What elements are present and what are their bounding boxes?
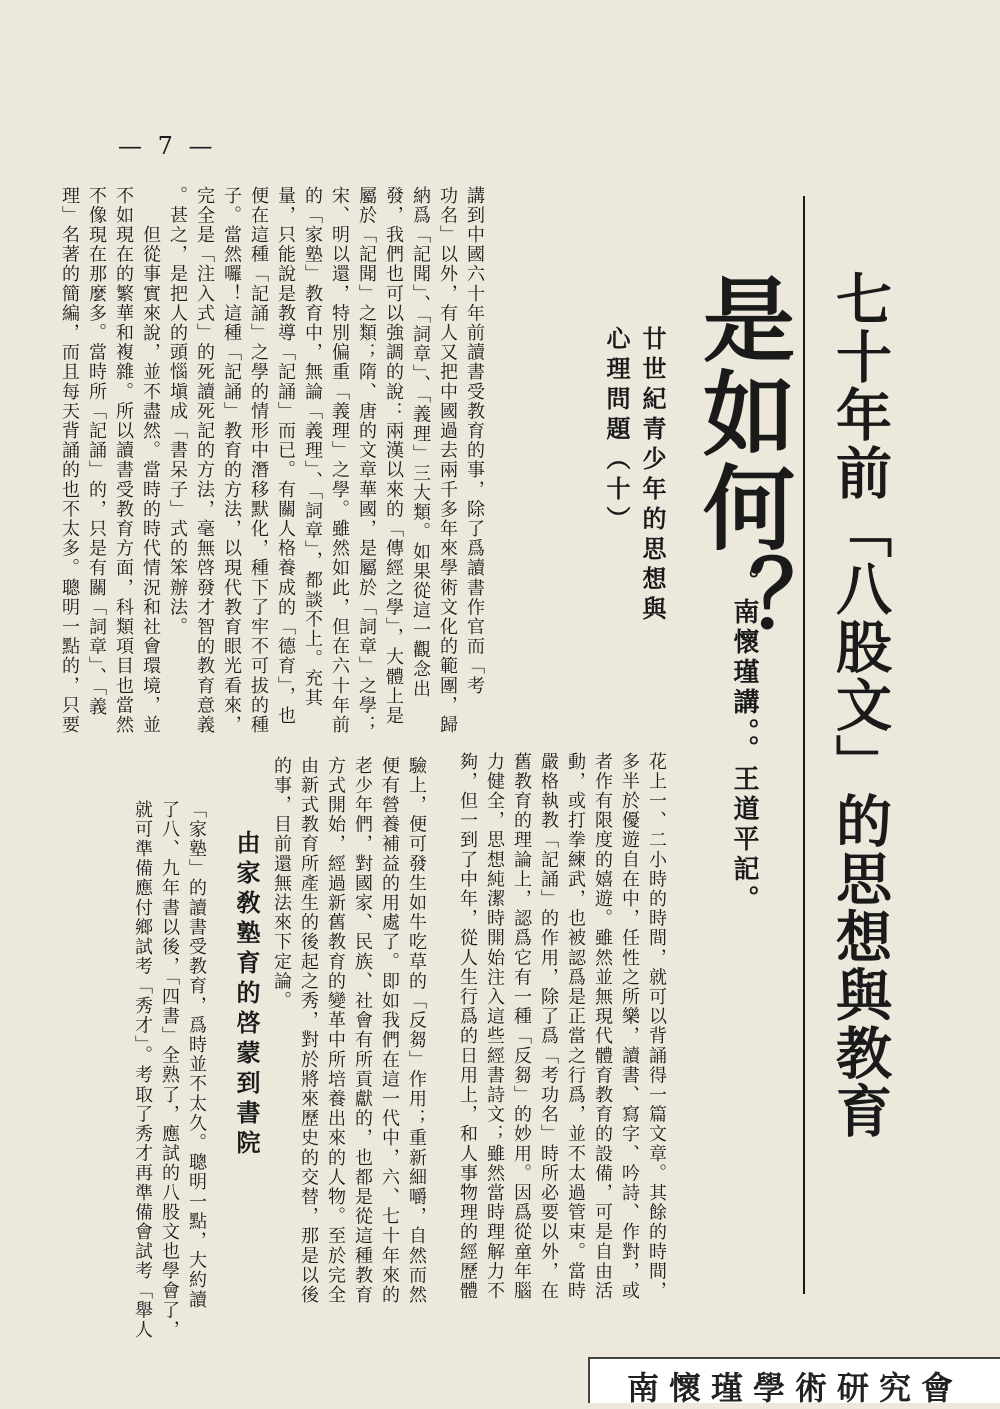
footer-banner	[588, 1357, 1000, 1407]
section-heading: 由家敎塾育的啓蒙到書院	[232, 830, 261, 1160]
body-text-bottom-left: 「家塾」的讀書受教育，爲時並不太久。聰明一點，大約讀 了八、九年書以後，「四書」全熟了，應試的八股文也學會了， 就可準備應付鄉試考「秀才」。考取了秀才再準備會試考「舉人	[132, 800, 207, 1340]
title-divider	[803, 196, 805, 1294]
body-text-bottom-middle: 驗上，便可發生如牛吃草的「反芻」作用；重新細嚼，自然而然 便有營養補益的用處了。即如我們在這一代中，六、七十年來的 老少年們，對國家、民族、社會有所貢獻的，也都是從這種教育 方式開始，經過新舊教育的變革中所培養出來的人物。至於完全 由新式教育所產生的後起之秀，對於將來歷史的交替，那是以後 的事，目前還無法來下定論。	[271, 756, 427, 1305]
sub-title: 是如何？	[688, 272, 796, 648]
body-text-top-left: 講到中國六十年前讀書受教育的事，除了爲讀書作官而「考 功名」以外，有人又把中國過去兩千多年來學術文化的範團，歸 納爲「記聞」、「詞章」、「義理」三大類。如果從這一觀念出 發，我們也可以強調的說：兩漢以來的「傳經之學」，大體上是 屬於「記聞」之類；隋、唐的文章華國，是屬於「詞章」之學； 宋、明以還，特別偏重「義理」之學。雖然如此，但在六十年前 的「家塾」教育中，無論「義理」、「詞章」，都談不上。充其 量，只能說是教導「記誦」而已。有關人格養成的「德育」，也 便在這種「記誦」之學的情形中潛移默化，種下了牢不可拔的種 子。當然囉！這種「記誦」教育的方法，以現代教育眼光看來， 完全是「注入式」的死讀死記的方法，毫無啓發才智的教育意義 。甚之，是把人的頭惱塡成「書呆子」式的笨辦法。 但從事實來說，並不盡然。當時的時代情況和社會環境，並 不如現在的繁華和複雜。所以讀書受教育方面，科類項目也當然 不像現在那麼多。當時所「記誦」的，只是有關「詞章」、「義 理」名著的簡編，而且每天背誦的也不太多。聰明一點的，只要	[59, 186, 485, 735]
footer-org-name: 南懷瑾學術研究會	[626, 1369, 963, 1407]
main-title: 七十年前「八股文」的思想與教育	[827, 270, 893, 1140]
page-number: — 7 —	[118, 132, 217, 160]
body-text-bottom-right: 花上一、二小時的時間，就可以背誦得一篇文章。其餘的時間， 多半於優遊自在中，任性之所樂，讀書、寫字、吟詩、作對，或 者作有限度的嬉遊。雖然並無現代體育教育的設備，可是自由活 動，或打拳練武，也被認爲是正當之行爲，並不太過管束。當時 嚴格執教「記誦」的作用，除了爲「考功名」時所必要以外，在 舊教育的理論上，認爲它有一種「反芻」的妙用。因爲從童年腦 力健全，思想純潔時開始注入這些經書詩文；雖然當時理解力不 夠，但一到了中年，從人生行爲的日用上，和人事物理的經歷體	[457, 752, 667, 1301]
series-title: 廿世紀青少年的思想與 心理問題（十）	[602, 326, 667, 626]
byline: 。南懷瑾講。。王道平記。	[729, 568, 759, 915]
